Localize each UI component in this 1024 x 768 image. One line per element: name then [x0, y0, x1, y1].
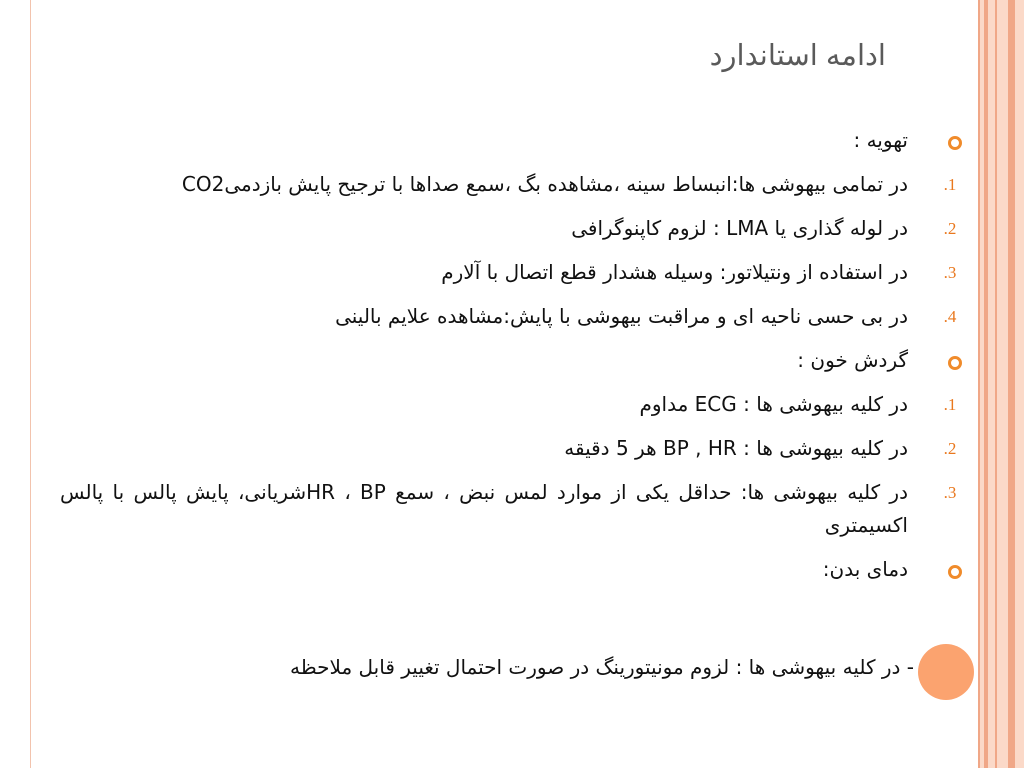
- decorative-circle: [918, 644, 974, 700]
- item-text: در لوله گذاری یا LMA : لزوم کاپنوگرافی: [571, 216, 908, 240]
- item-number: 3.: [943, 263, 957, 282]
- bullet-text: تهویه :: [853, 128, 908, 152]
- stripe: [984, 0, 988, 768]
- bullet-text: گردش خون :: [797, 348, 908, 372]
- decorative-side-stripes: [978, 0, 1024, 768]
- item-text: در کلیه بیهوشی ها : ECG مداوم: [639, 392, 908, 416]
- stripe: [1008, 0, 1015, 768]
- last-line-text: - در کلیه بیهوشی ها : لزوم مونیتورینگ در صورت احتمال تغییر قابل ملاحظه: [290, 655, 914, 679]
- circle-bullet-icon: [948, 356, 962, 370]
- item-text: در کلیه بیهوشی ها : BP , HR هر 5 دقیقه: [564, 436, 908, 460]
- bullet-text: دمای بدن:: [822, 557, 908, 581]
- numbered-item: [60, 168, 966, 201]
- item-number: 1.: [943, 175, 957, 194]
- bullet-item-circulation: [60, 344, 966, 377]
- circle-bullet-icon: [948, 565, 962, 579]
- item-number: 1.: [943, 395, 957, 414]
- numbered-item: [60, 476, 966, 542]
- item-text: در کلیه بیهوشی ها: حداقل یکی از موارد لمس نبض ، سمع HR ، BPشریانی، پایش پالس با پالس اکسیمتری: [60, 480, 908, 537]
- item-number: 3.: [943, 483, 957, 502]
- bullet-item-temperature: [60, 553, 966, 586]
- numbered-item: [60, 388, 966, 421]
- circle-bullet-icon: [948, 136, 962, 150]
- numbered-item: [60, 212, 966, 245]
- item-text: در استفاده از ونتیلاتور: وسیله هشدار قطع اتصال با آلارم: [441, 260, 908, 284]
- item-text: در تمامی بیهوشی ها:انبساط سینه ،مشاهده بگ ،سمع صداها با ترجیح پایش بازدمیCO2: [181, 172, 908, 196]
- slide-title: ادامه استاندارد: [709, 40, 886, 72]
- item-number: 4.: [943, 307, 957, 326]
- numbered-item: [60, 256, 966, 289]
- slide-body: [60, 124, 966, 597]
- bullet-item-ventilation: [60, 124, 966, 157]
- stripe: [978, 0, 980, 768]
- numbered-item: [60, 432, 966, 465]
- numbered-item: [60, 300, 966, 333]
- item-number: 2.: [943, 219, 957, 238]
- item-text: در بی حسی ناحیه ای و مراقبت بیهوشی با پایش:مشاهده علایم بالینی: [335, 304, 908, 328]
- stripe: [995, 0, 997, 768]
- left-frame-line: [30, 0, 31, 768]
- item-number: 2.: [943, 439, 957, 458]
